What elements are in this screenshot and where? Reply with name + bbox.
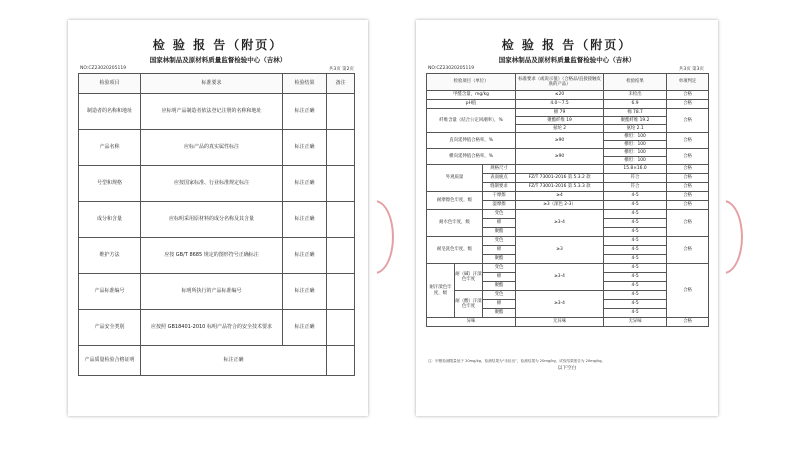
row-requirement: ≥3-4 [516, 210, 604, 237]
table-row [427, 133, 709, 141]
row-requirement: ≥90 [516, 149, 604, 165]
row-requirement: 应按国家标准、行业标准规定标注 [141, 166, 283, 202]
row-judgement: 合格 [667, 264, 709, 318]
row-remark [327, 202, 355, 238]
row-result: 标注正确 [141, 346, 327, 376]
row-item: 耐水色牢度，级 [427, 210, 483, 237]
header-result: 检验结果 [283, 74, 327, 94]
row-result: 4-5 [604, 192, 667, 201]
row-result: 15.8×16.0 [604, 165, 667, 174]
report-number: NO:CZ23020205119 [80, 66, 127, 71]
table-row [427, 100, 709, 109]
row-item: 外观质量 [427, 165, 483, 192]
row-remark [327, 346, 355, 376]
row-result: 标注正确 [283, 274, 327, 310]
row-judgement: 合格 [667, 201, 709, 210]
row-subitem: 聚酯 [483, 228, 516, 237]
row-result: 聚酯纤维 19.2 [604, 117, 667, 125]
report-number: NO:CZ23020205119 [428, 66, 475, 71]
row-requirement: 应按照 GB18401-2010 标明产品符合的安全技术要求 [141, 310, 283, 346]
row-item: 产品名称 [79, 130, 141, 166]
header-result: 检验结果 [604, 74, 667, 91]
row-requirement: ≥4 [516, 192, 604, 201]
table-row [427, 109, 709, 117]
row-result: 4-5 [604, 237, 667, 246]
table-row [79, 94, 355, 130]
table-row [79, 346, 355, 376]
row-result: 标注正确 [283, 238, 327, 274]
row-subitem: 变色 [483, 291, 516, 300]
page-info: 共3页 第2页 [328, 67, 354, 72]
row-result: 标注正确 [283, 94, 327, 130]
row-item: 产品安全类别 [79, 310, 141, 346]
row-result: 横坦：100 [604, 157, 667, 165]
label-inspection-table [78, 73, 355, 376]
table-row [427, 291, 709, 300]
row-result: 4-5 [604, 255, 667, 264]
row-result: 4-5 [604, 219, 667, 228]
report-page-2 [68, 20, 368, 416]
row-requirement: ≥3-4 [516, 291, 604, 318]
row-item: 纤维含量（结合公定回潮率），% [427, 109, 516, 133]
row-item: 制造者的名称和地址 [79, 94, 141, 130]
report-page-3 [416, 20, 718, 416]
row-subitem: 干摩擦 [483, 192, 516, 201]
row-requirement: ≥90 [516, 133, 604, 149]
row-remark [327, 94, 355, 130]
row-judgement: 合格 [667, 183, 709, 192]
page-info: 共3页 第3页 [678, 67, 704, 72]
header-judgement: 单项判定 [667, 74, 709, 91]
table-row [427, 318, 709, 327]
row-result: 4-5 [604, 210, 667, 219]
row-item: 耐汗渍色牢度，级 [427, 264, 455, 318]
row-subitem: 聚酯 [483, 255, 516, 264]
row-judgement: 合格 [667, 192, 709, 201]
row-requirement: ≥3（深色 2-3） [516, 201, 604, 210]
row-result: 4-5 [604, 273, 667, 282]
row-result: 标注正确 [283, 202, 327, 238]
row-requirement: ≤20 [516, 91, 604, 100]
performance-inspection-table [426, 73, 709, 327]
row-subitem: 耐（碱）汗渍色牢度 [455, 264, 483, 291]
row-subitem: 湿摩擦 [483, 201, 516, 210]
table-row [427, 165, 709, 174]
row-judgement: 合格 [667, 100, 709, 109]
row-result: 棉 78.7 [604, 109, 667, 117]
table-row [427, 192, 709, 201]
row-result: 无异味 [604, 318, 667, 327]
table-row [427, 91, 709, 100]
row-result: 符合 [604, 174, 667, 183]
row-subitem: 棉 [483, 300, 516, 309]
row-requirement: FZ/T 73001-2016 第 5.3.2 款 [516, 174, 604, 183]
row-item: 异味 [427, 318, 516, 327]
table-row [79, 202, 355, 238]
row-result: 6.9 [604, 100, 667, 109]
row-requirement: 无异味 [516, 318, 604, 327]
header-requirement: 标准要求 [141, 74, 283, 94]
row-result: 4-5 [604, 264, 667, 273]
header-item: 检验项目（单位） [427, 74, 516, 91]
table-row [427, 264, 709, 273]
row-item: 成分和含量 [79, 202, 141, 238]
row-result: 4-5 [604, 201, 667, 210]
row-item: 横向延伸值合格率，% [427, 149, 516, 165]
row-result: 未检出 [604, 91, 667, 100]
row-judgement: 合格 [667, 109, 709, 133]
table-row [79, 310, 355, 346]
row-item: 耐摩擦色牢度，级 [427, 192, 483, 210]
footnote: 注：甲醛检测限量低于 20mg/kg，检测结果为“未检出”，检测结果为 20mg/kg，试验结果报告为 20mg/kg。 [428, 359, 606, 363]
row-subitem: 棉 [483, 219, 516, 228]
row-subitem: 表面疵点 [483, 174, 516, 183]
row-requirement: 聚酯纤维 19 [516, 117, 604, 125]
row-judgement: 合格 [667, 91, 709, 100]
row-remark [327, 130, 355, 166]
row-item: 产品标准编号 [79, 274, 141, 310]
row-judgement: 合格 [667, 237, 709, 264]
header-requirement: 标准要求（或说示值）（合格品/直接接触皮肤的产品） [516, 74, 604, 91]
row-remark [327, 166, 355, 202]
row-requirement: 标明所执行的产品标准编号 [141, 274, 283, 310]
row-requirement: 应按 GB/T 8685 规定的图形符号正确标注 [141, 238, 283, 274]
row-result: 横坦：100 [604, 133, 667, 141]
row-requirement: ≥3-4 [516, 264, 604, 291]
row-item: 耐皂洗色牢度，级 [427, 237, 483, 264]
row-result: 4-5 [604, 309, 667, 318]
row-remark [327, 310, 355, 346]
blank-below-mark: 以下空白 [557, 366, 577, 371]
row-result: 标注正确 [283, 310, 327, 346]
table-row [79, 130, 355, 166]
row-result: 符合 [604, 183, 667, 192]
row-subitem: 变色 [483, 210, 516, 219]
row-result: 4-5 [604, 300, 667, 309]
row-item: 号型和规格 [79, 166, 141, 202]
row-remark [327, 274, 355, 310]
row-subitem: 耐（酸）汗渍色牢度 [455, 291, 483, 318]
row-requirement: 应标明产品制造者依法登记注册的名称和地址 [141, 94, 283, 130]
header-item: 检验项目 [79, 74, 141, 94]
row-requirement: 应标明采用原材料的成分名称及其含量 [141, 202, 283, 238]
row-item: 产品质量检验合格证明 [79, 346, 141, 376]
page-subtitle: 国家林制品及原材料质量监督检验中心（吉林） [149, 56, 287, 64]
row-judgement: 合格 [667, 165, 709, 174]
table-row [427, 237, 709, 246]
row-judgement: 合格 [667, 210, 709, 237]
row-subitem: 聚酯 [483, 309, 516, 318]
row-subitem: 缝制要求 [483, 183, 516, 192]
row-item: 维护方法 [79, 238, 141, 274]
table-row [79, 274, 355, 310]
row-subitem: 变色 [483, 237, 516, 246]
row-requirement: FZ/T 73001-2016 第 5.3.3 款 [516, 183, 604, 192]
page-title: 检 验 报 告（附页） [152, 38, 284, 52]
row-result: 横坦：100 [604, 141, 667, 149]
row-judgement: 合格 [667, 133, 709, 149]
row-result: 4-5 [604, 246, 667, 255]
row-subitem: 规格尺寸 [483, 165, 516, 174]
table-row [427, 149, 709, 157]
header-remark: 备注 [327, 74, 355, 94]
row-result: 横坦：100 [604, 149, 667, 157]
row-requirement: ≥3 [516, 237, 604, 264]
table-row [79, 238, 355, 274]
row-requirement: 棉 79 [516, 109, 604, 117]
row-requirement: 应标产品的真实属性标注 [141, 130, 283, 166]
table-row [427, 210, 709, 219]
row-item: 甲醛含量，mg/kg [427, 91, 516, 100]
row-subitem: 聚酯 [483, 282, 516, 291]
row-result: 标注正确 [283, 130, 327, 166]
row-result: 4-5 [604, 228, 667, 237]
row-item: 直向延伸值合格率，% [427, 133, 516, 149]
row-requirement [516, 165, 604, 174]
row-item: pH值 [427, 100, 516, 109]
page-subtitle: 国家林制品及原材料质量监督检验中心（吉林） [498, 56, 636, 64]
page-title: 检 验 报 告（附页） [501, 38, 633, 52]
row-judgement: 合格 [667, 318, 709, 327]
row-subitem: 棉 [483, 273, 516, 282]
row-result: 4-5 [604, 291, 667, 300]
row-result: 标注正确 [283, 166, 327, 202]
row-judgement: 合格 [667, 149, 709, 165]
row-subitem: 棉 [483, 246, 516, 255]
table-row [79, 166, 355, 202]
row-subitem: 变色 [483, 264, 516, 273]
row-requirement: 氨纶 2 [516, 125, 604, 133]
row-result: 氨纶 2.1 [604, 125, 667, 133]
row-result: 4-5 [604, 282, 667, 291]
row-remark [327, 238, 355, 274]
row-requirement: 4.0～7.5 [516, 100, 604, 109]
row-judgement: 合格 [667, 174, 709, 183]
